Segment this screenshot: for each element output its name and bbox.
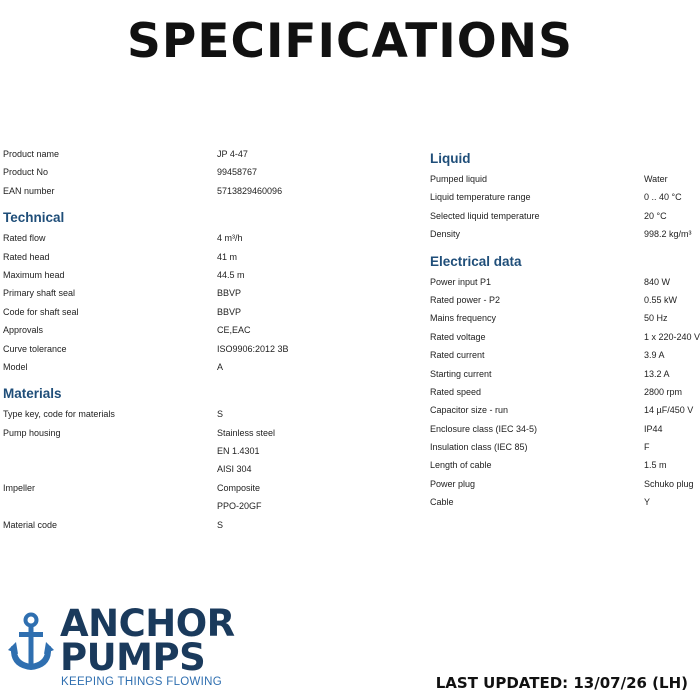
spec-value: 1 x 220-240 V bbox=[644, 331, 700, 342]
spec-row bbox=[430, 291, 700, 309]
spec-row bbox=[430, 365, 700, 383]
spec-row bbox=[430, 401, 700, 419]
spec-value: 998.2 kg/m³ bbox=[644, 229, 692, 240]
spec-row bbox=[430, 273, 700, 291]
spec-label: Rated head bbox=[3, 251, 50, 262]
liquid-section bbox=[430, 170, 700, 244]
spec-row bbox=[430, 420, 700, 438]
spec-row bbox=[3, 516, 333, 534]
spec-label: Material code bbox=[3, 519, 58, 530]
spec-row bbox=[430, 493, 700, 511]
spec-row bbox=[430, 475, 700, 493]
spec-row bbox=[3, 340, 333, 358]
spec-label: Rated flow bbox=[3, 233, 46, 244]
spec-row bbox=[430, 328, 700, 346]
spec-value: ISO9906:2012 3B bbox=[217, 343, 289, 354]
left-column bbox=[3, 145, 333, 534]
spec-value: Y bbox=[644, 497, 651, 508]
spec-label: Pumped liquid bbox=[430, 174, 488, 184]
spec-label: Insulation class (IEC 85) bbox=[430, 442, 528, 453]
spec-value: Composite bbox=[217, 482, 261, 493]
spec-row bbox=[430, 438, 700, 456]
spec-label: Impeller bbox=[3, 482, 36, 493]
spec-label: Rated current bbox=[430, 350, 485, 361]
spec-label: Maximum head bbox=[3, 269, 65, 280]
spec-row bbox=[3, 248, 333, 266]
spec-label: Product name bbox=[3, 149, 60, 159]
last-updated: LAST UPDATED: 13/07/26 (LH) bbox=[435, 674, 688, 692]
technical-section bbox=[3, 229, 333, 376]
spec-label: Type key, code for materials bbox=[3, 409, 115, 420]
spec-label: Selected liquid temperature bbox=[430, 210, 540, 221]
spec-row bbox=[3, 460, 333, 478]
anchor-pumps-logo bbox=[8, 602, 248, 692]
spec-row bbox=[3, 145, 333, 163]
materials-heading: Materials bbox=[3, 386, 62, 402]
technical-heading: Technical bbox=[3, 210, 65, 226]
spec-row bbox=[3, 358, 333, 376]
electrical-heading: Electrical data bbox=[430, 253, 522, 269]
spec-label: EAN number bbox=[3, 185, 55, 196]
spec-row bbox=[430, 188, 700, 206]
electrical-section bbox=[430, 273, 700, 512]
spec-value: 5713829460096 bbox=[217, 185, 283, 196]
spec-value: JP 4-47 bbox=[217, 149, 248, 159]
spec-label: Code for shaft seal bbox=[3, 306, 79, 317]
spec-label: Product No bbox=[3, 167, 49, 178]
spec-label: Liquid temperature range bbox=[430, 192, 531, 203]
spec-row bbox=[430, 225, 700, 243]
spec-row bbox=[430, 456, 700, 474]
spec-value: 50 Hz bbox=[644, 313, 668, 324]
spec-value: 1.5 m bbox=[644, 460, 667, 471]
spec-label: Enclosure class (IEC 34-5) bbox=[430, 423, 538, 434]
spec-value: IP44 bbox=[644, 423, 663, 434]
spec-value: 0 .. 40 °C bbox=[644, 192, 682, 203]
spec-value: S bbox=[217, 519, 224, 530]
anchor-icon bbox=[8, 612, 54, 674]
spec-row bbox=[430, 383, 700, 401]
spec-value: A bbox=[217, 361, 224, 372]
spec-row bbox=[3, 442, 333, 460]
spec-row bbox=[430, 346, 700, 364]
spec-label: Primary shaft seal bbox=[3, 288, 76, 299]
spec-value: BBVP bbox=[217, 306, 242, 317]
spec-row bbox=[3, 479, 333, 497]
spec-value: 20 °C bbox=[644, 210, 667, 221]
page-title: SPECIFICATIONS bbox=[127, 14, 573, 69]
spec-label: Rated speed bbox=[430, 386, 482, 397]
spec-label: Density bbox=[430, 229, 461, 240]
general-section bbox=[3, 145, 333, 200]
spec-label: Rated voltage bbox=[430, 331, 486, 342]
spec-label: Curve tolerance bbox=[3, 343, 67, 354]
spec-row bbox=[3, 229, 333, 247]
logo-text-pumps: PUMPS bbox=[60, 636, 206, 679]
spec-label: Rated power - P2 bbox=[430, 294, 501, 305]
spec-label: Mains frequency bbox=[430, 313, 497, 324]
spec-value: Schuko plug bbox=[644, 478, 694, 489]
spec-row bbox=[430, 207, 700, 225]
spec-row bbox=[3, 303, 333, 321]
spec-value: F bbox=[644, 442, 650, 453]
materials-section bbox=[3, 405, 333, 534]
spec-row bbox=[3, 321, 333, 339]
spec-value: AISI 304 bbox=[217, 464, 252, 475]
liquid-heading: Liquid bbox=[430, 151, 471, 166]
spec-value: 44.5 m bbox=[217, 269, 245, 280]
spec-value: 2800 rpm bbox=[644, 386, 683, 397]
spec-row bbox=[3, 163, 333, 181]
spec-label: Capacitor size - run bbox=[430, 405, 509, 416]
spec-row bbox=[3, 405, 333, 423]
spec-label: Power input P1 bbox=[430, 276, 492, 287]
spec-label: Power plug bbox=[430, 478, 476, 489]
right-column bbox=[430, 148, 700, 512]
logo-tagline: KEEPING THINGS FLOWING bbox=[61, 676, 223, 688]
spec-label: Pump housing bbox=[3, 427, 61, 438]
spec-row bbox=[3, 266, 333, 284]
spec-value: CE,EAC bbox=[217, 325, 251, 336]
spec-value: EN 1.4301 bbox=[217, 446, 260, 457]
spec-value: Water bbox=[644, 174, 668, 184]
spec-row bbox=[3, 284, 333, 302]
spec-row bbox=[430, 309, 700, 327]
spec-label: Cable bbox=[430, 497, 454, 508]
spec-value: 13.2 A bbox=[644, 368, 670, 379]
spec-row bbox=[3, 497, 333, 515]
spec-value: 41 m bbox=[217, 251, 238, 262]
spec-value: 14 µF/450 V bbox=[644, 405, 694, 416]
spec-value: BBVP bbox=[217, 288, 242, 299]
logo-text-anchor: ANCHOR bbox=[60, 602, 235, 645]
spec-value: 4 m³/h bbox=[217, 233, 243, 244]
spec-value: 3.9 A bbox=[644, 350, 665, 361]
spec-row bbox=[3, 182, 333, 200]
spec-value: 0.55 kW bbox=[644, 294, 678, 305]
spec-value: 840 W bbox=[644, 276, 671, 287]
spec-value: Stainless steel bbox=[217, 427, 276, 438]
spec-label: Length of cable bbox=[430, 460, 492, 471]
spec-row bbox=[3, 424, 333, 442]
spec-value: S bbox=[217, 409, 224, 420]
spec-label: Approvals bbox=[3, 325, 44, 336]
spec-label: Starting current bbox=[430, 368, 492, 379]
spec-label: Model bbox=[3, 361, 28, 372]
spec-row bbox=[430, 170, 700, 188]
spec-value: 99458767 bbox=[217, 167, 258, 178]
spec-value: PPO-20GF bbox=[217, 501, 262, 512]
